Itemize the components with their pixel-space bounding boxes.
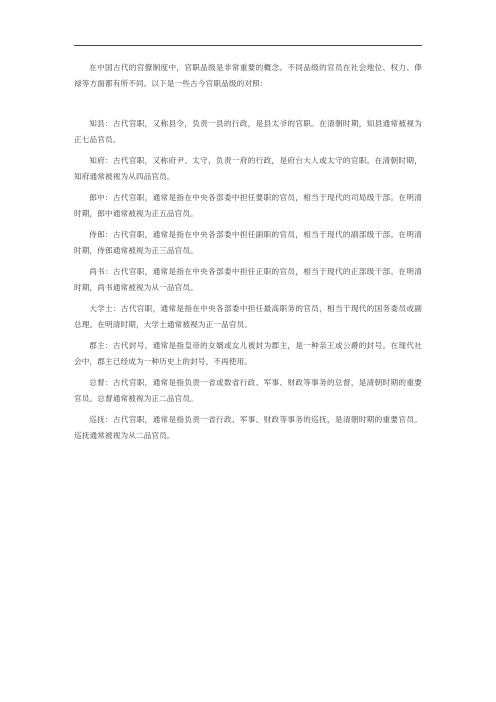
entry-zhifu: 知府：古代官职，又称府尹、太守，负责一府的行政，是府台大人或太守的官职。在清朝时期，知府通常被视为从四品官员。 (74, 156, 422, 181)
entry-zongdu: 总督：古代官职，通常是指负责一省或数省行政、军事、财政等事务的总督，是清朝时期的重要官员。总督通常被视为正二品官员。 (74, 378, 422, 403)
document-body (74, 60, 422, 449)
entry-shilang: 侍郎：古代官职，通常是指在中央各部委中担任副职的官员，相当于现代的副部级干部。在明清时期，侍郎通常被视为正三品官员。 (74, 230, 422, 255)
entry-xunfu: 巡抚：古代官职，通常是指负责一省行政、军事、财政等事务的巡抚，是清朝时期的重要官员。巡抚通常被视为从二品官员。 (74, 415, 422, 440)
entry-zhixian: 知县：古代官职，又称县令，负责一县的行政，是县太爷的官职。在清朝时期，知县通常被视为正七品官员。 (74, 119, 422, 144)
header-rule (74, 45, 422, 46)
entry-daxueshi: 大学士：古代官职，通常是指在中央各部委中担任最高职务的官员，相当于现代的国务委员或副总理。在明清时期，大学士通常被视为正一品官员。 (74, 304, 422, 329)
intro-paragraph: 在中国古代的官僚制度中，官职品级是非常重要的概念。不同品级的官员在社会地位、权力、俸禄等方面都有所不同。以下是一些古今官职品级的对照： (74, 63, 422, 88)
entry-junzhu: 郡主：古代封号，通常是指皇帝的女婿或女儿被封为郡主，是一种亲王或公爵的封号。在现代社会中，郡主已经成为一种历史上的封号，不再使用。 (74, 341, 422, 366)
entry-shangshu: 尚书：古代官职，通常是指在中央各部委中担任正职的官员，相当于现代的正部级干部。在明清时期，尚书通常被视为从一品官员。 (74, 267, 422, 292)
entry-langzhong: 郎中：古代官职，通常是指在中央各部委中担任要职的官员，相当于现代的司局级干部。在明清时期，郎中通常被视为正五品官员。 (74, 193, 422, 218)
